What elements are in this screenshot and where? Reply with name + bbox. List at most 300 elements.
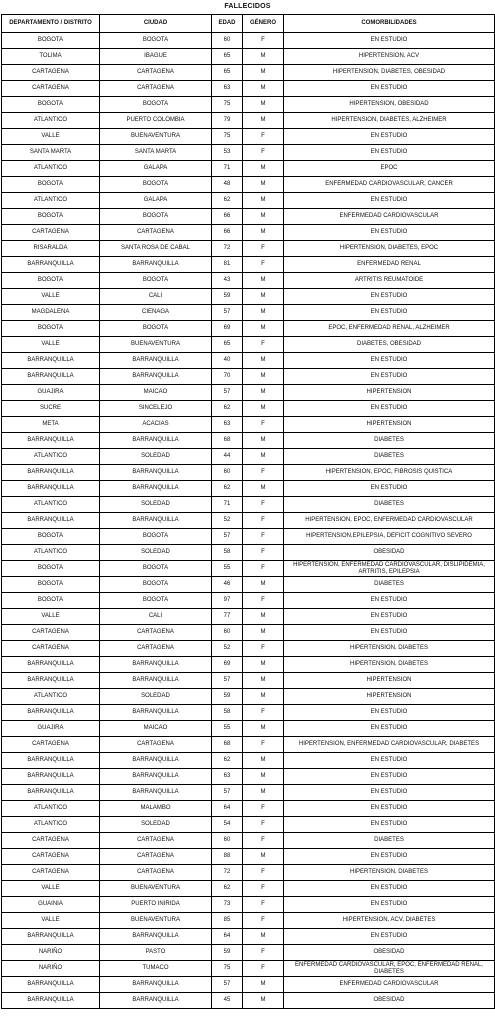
gender-cell: M xyxy=(243,625,284,641)
department-cell: VALLE xyxy=(2,913,100,929)
table-row xyxy=(2,161,495,177)
department-cell: CARTAGENA xyxy=(2,849,100,865)
age-cell: 54 xyxy=(212,817,243,833)
age-cell: 72 xyxy=(212,865,243,881)
city-cell: BARRANQUILLA xyxy=(100,465,212,481)
age-cell: 48 xyxy=(212,177,243,193)
gender-cell: M xyxy=(243,225,284,241)
comorbidities-cell: EPOC, ENFERMEDAD RENAL, ALZHEIMER xyxy=(284,321,495,337)
comorbidities-cell: EN ESTUDIO xyxy=(284,625,495,641)
table-row xyxy=(2,353,495,369)
city-cell: TUMACO xyxy=(100,961,212,977)
department-cell: ATLANTICO xyxy=(2,497,100,513)
table-row xyxy=(2,497,495,513)
gender-cell: F xyxy=(243,705,284,721)
city-cell: SOLEDAD xyxy=(100,497,212,513)
table-row xyxy=(2,529,495,545)
gender-cell: F xyxy=(243,817,284,833)
age-cell: 60 xyxy=(212,33,243,49)
comorbidities-cell: EPOC xyxy=(284,161,495,177)
department-cell: BOGOTA xyxy=(2,209,100,225)
gender-cell: M xyxy=(243,289,284,305)
gender-cell: M xyxy=(243,689,284,705)
comorbidities-cell: EN ESTUDIO xyxy=(284,305,495,321)
age-cell: 73 xyxy=(212,897,243,913)
department-cell: RISARALDA xyxy=(2,241,100,257)
comorbidities-cell: ENFERMEDAD CARDIOVASCULAR, CANCER xyxy=(284,177,495,193)
city-cell: CALI xyxy=(100,609,212,625)
table-row xyxy=(2,433,495,449)
table-row xyxy=(2,561,495,577)
gender-cell: F xyxy=(243,241,284,257)
age-cell: 81 xyxy=(212,257,243,273)
city-cell: CIENAGA xyxy=(100,305,212,321)
gender-cell: M xyxy=(243,609,284,625)
gender-cell: F xyxy=(243,129,284,145)
department-cell: BARRANQUILLA xyxy=(2,769,100,785)
city-cell: BOGOTA xyxy=(100,33,212,49)
department-cell: BOGOTA xyxy=(2,97,100,113)
comorbidities-cell: HIPERTENSION, OBESIDAD xyxy=(284,97,495,113)
department-cell: ATLANTICO xyxy=(2,193,100,209)
city-cell: MAICAO xyxy=(100,385,212,401)
table-row xyxy=(2,337,495,353)
department-cell: TOLIMA xyxy=(2,49,100,65)
comorbidities-cell: EN ESTUDIO xyxy=(284,817,495,833)
city-cell: BARRANQUILLA xyxy=(100,657,212,673)
gender-cell: M xyxy=(243,401,284,417)
age-cell: 62 xyxy=(212,401,243,417)
age-cell: 62 xyxy=(212,193,243,209)
department-cell: BOGOTA xyxy=(2,577,100,593)
department-cell: ATLANTICO xyxy=(2,161,100,177)
city-cell: BARRANQUILLA xyxy=(100,433,212,449)
header-city: CIUDAD xyxy=(100,15,212,33)
age-cell: 58 xyxy=(212,705,243,721)
comorbidities-cell: EN ESTUDIO xyxy=(284,33,495,49)
table-row xyxy=(2,625,495,641)
comorbidities-cell: DIABETES, OBESIDAD xyxy=(284,337,495,353)
comorbidities-cell: ENFERMEDAD RENAL xyxy=(284,257,495,273)
age-cell: 68 xyxy=(212,737,243,753)
gender-cell: M xyxy=(243,273,284,289)
department-cell: CARTAGENA xyxy=(2,625,100,641)
table-row xyxy=(2,753,495,769)
department-cell: CARTAGENA xyxy=(2,65,100,81)
table-row xyxy=(2,705,495,721)
gender-cell: F xyxy=(243,561,284,577)
table-row xyxy=(2,449,495,465)
city-cell: BARRANQUILLA xyxy=(100,977,212,993)
city-cell: BARRANQUILLA xyxy=(100,369,212,385)
city-cell: CARTAGENA xyxy=(100,65,212,81)
table-row xyxy=(2,545,495,561)
table-row xyxy=(2,113,495,129)
table-row xyxy=(2,289,495,305)
gender-cell: M xyxy=(243,481,284,497)
department-cell: CARTAGENA xyxy=(2,225,100,241)
age-cell: 57 xyxy=(212,385,243,401)
gender-cell: F xyxy=(243,513,284,529)
city-cell: BOGOTA xyxy=(100,529,212,545)
gender-cell: M xyxy=(243,721,284,737)
gender-cell: F xyxy=(243,945,284,961)
age-cell: 75 xyxy=(212,97,243,113)
table-row xyxy=(2,721,495,737)
table-row xyxy=(2,305,495,321)
comorbidities-cell: ENFERMEDAD CARDIOVASCULAR xyxy=(284,977,495,993)
age-cell: 57 xyxy=(212,305,243,321)
city-cell: BOGOTA xyxy=(100,561,212,577)
department-cell: VALLE xyxy=(2,289,100,305)
department-cell: CARTAGENA xyxy=(2,865,100,881)
age-cell: 43 xyxy=(212,273,243,289)
comorbidities-cell: EN ESTUDIO xyxy=(284,785,495,801)
city-cell: BARRANQUILLA xyxy=(100,993,212,1009)
age-cell: 45 xyxy=(212,993,243,1009)
comorbidities-cell: EN ESTUDIO xyxy=(284,769,495,785)
comorbidities-cell: DIABETES xyxy=(284,833,495,849)
comorbidities-cell: DIABETES xyxy=(284,449,495,465)
comorbidities-cell: HIPERTENSION xyxy=(284,673,495,689)
city-cell: BARRANQUILLA xyxy=(100,785,212,801)
table-row xyxy=(2,257,495,273)
department-cell: MAGDALENA xyxy=(2,305,100,321)
city-cell: BUENAVENTURA xyxy=(100,129,212,145)
gender-cell: M xyxy=(243,305,284,321)
age-cell: 71 xyxy=(212,161,243,177)
department-cell: CARTAGENA xyxy=(2,737,100,753)
table-row xyxy=(2,97,495,113)
age-cell: 52 xyxy=(212,641,243,657)
table-row xyxy=(2,145,495,161)
comorbidities-cell: OBESIDAD xyxy=(284,545,495,561)
city-cell: BOGOTA xyxy=(100,97,212,113)
table-row xyxy=(2,801,495,817)
department-cell: GUAJIRA xyxy=(2,385,100,401)
comorbidities-cell: DIABETES xyxy=(284,577,495,593)
city-cell: SOLEDAD xyxy=(100,545,212,561)
comorbidities-cell: EN ESTUDIO xyxy=(284,369,495,385)
age-cell: 88 xyxy=(212,849,243,865)
age-cell: 70 xyxy=(212,369,243,385)
city-cell: BOGOTA xyxy=(100,593,212,609)
comorbidities-cell: EN ESTUDIO xyxy=(284,705,495,721)
department-cell: ATLANTICO xyxy=(2,113,100,129)
city-cell: SOLEDAD xyxy=(100,817,212,833)
department-cell: VALLE xyxy=(2,129,100,145)
city-cell: IBAGUE xyxy=(100,49,212,65)
city-cell: GALAPA xyxy=(100,161,212,177)
gender-cell: F xyxy=(243,897,284,913)
comorbidities-cell: EN ESTUDIO xyxy=(284,849,495,865)
header-department: DEPARTAMENTO / DISTRITO xyxy=(2,15,100,33)
gender-cell: F xyxy=(243,545,284,561)
department-cell: BARRANQUILLA xyxy=(2,993,100,1009)
comorbidities-cell: EN ESTUDIO xyxy=(284,225,495,241)
table-row xyxy=(2,849,495,865)
department-cell: BARRANQUILLA xyxy=(2,369,100,385)
deceased-table xyxy=(1,14,495,1009)
department-cell: SANTA MARTA xyxy=(2,145,100,161)
department-cell: VALLE xyxy=(2,609,100,625)
age-cell: 77 xyxy=(212,609,243,625)
city-cell: CARTAGENA xyxy=(100,625,212,641)
city-cell: BOGOTA xyxy=(100,321,212,337)
gender-cell: M xyxy=(243,193,284,209)
table-row xyxy=(2,321,495,337)
comorbidities-cell: HIPERTENSION, ENFERMEDAD CARDIOVASCULAR, DIABETES xyxy=(284,737,495,753)
table-row xyxy=(2,977,495,993)
gender-cell: M xyxy=(243,209,284,225)
city-cell: BUENAVENTURA xyxy=(100,337,212,353)
city-cell: CARTAGENA xyxy=(100,737,212,753)
age-cell: 65 xyxy=(212,49,243,65)
table-row xyxy=(2,369,495,385)
comorbidities-cell: HIPERTENSION, EPOC, ENFERMEDAD CARDIOVASCULAR xyxy=(284,513,495,529)
comorbidities-cell: ARTRITIS REUMATOIDE xyxy=(284,273,495,289)
comorbidities-cell: HIPERTENSION xyxy=(284,385,495,401)
gender-cell: F xyxy=(243,913,284,929)
comorbidities-cell: HIPERTENSION, ACV xyxy=(284,49,495,65)
age-cell: 58 xyxy=(212,545,243,561)
table-row xyxy=(2,897,495,913)
table-row xyxy=(2,385,495,401)
department-cell: SUCRE xyxy=(2,401,100,417)
comorbidities-cell: EN ESTUDIO xyxy=(284,753,495,769)
age-cell: 63 xyxy=(212,769,243,785)
table-row xyxy=(2,641,495,657)
comorbidities-cell: HIPERTENSION, DIABETES xyxy=(284,657,495,673)
city-cell: CARTAGENA xyxy=(100,81,212,97)
city-cell: BARRANQUILLA xyxy=(100,705,212,721)
gender-cell: M xyxy=(243,97,284,113)
gender-cell: F xyxy=(243,257,284,273)
age-cell: 64 xyxy=(212,801,243,817)
table-row xyxy=(2,417,495,433)
gender-cell: M xyxy=(243,993,284,1009)
table-row xyxy=(2,961,495,977)
gender-cell: F xyxy=(243,801,284,817)
gender-cell: M xyxy=(243,433,284,449)
gender-cell: M xyxy=(243,49,284,65)
gender-cell: M xyxy=(243,673,284,689)
gender-cell: F xyxy=(243,33,284,49)
comorbidities-cell: HIPERTENSION, DIABETES, OBESIDAD xyxy=(284,65,495,81)
city-cell: PUERTO INIRIDA xyxy=(100,897,212,913)
gender-cell: F xyxy=(243,497,284,513)
gender-cell: M xyxy=(243,321,284,337)
gender-cell: M xyxy=(243,577,284,593)
city-cell: BARRANQUILLA xyxy=(100,673,212,689)
city-cell: ACACIAS xyxy=(100,417,212,433)
department-cell: BOGOTA xyxy=(2,273,100,289)
department-cell: BOGOTA xyxy=(2,321,100,337)
age-cell: 69 xyxy=(212,657,243,673)
department-cell: ATLANTICO xyxy=(2,545,100,561)
age-cell: 62 xyxy=(212,753,243,769)
header-comorbidities: COMORBILIDADES xyxy=(284,15,495,33)
gender-cell: M xyxy=(243,449,284,465)
gender-cell: M xyxy=(243,769,284,785)
gender-cell: F xyxy=(243,145,284,161)
age-cell: 57 xyxy=(212,529,243,545)
comorbidities-cell: EN ESTUDIO xyxy=(284,897,495,913)
table-row xyxy=(2,513,495,529)
department-cell: BARRANQUILLA xyxy=(2,433,100,449)
table-row xyxy=(2,657,495,673)
age-cell: 66 xyxy=(212,225,243,241)
comorbidities-cell: EN ESTUDIO xyxy=(284,881,495,897)
city-cell: PASTO xyxy=(100,945,212,961)
table-row xyxy=(2,49,495,65)
table-row xyxy=(2,241,495,257)
comorbidities-cell: EN ESTUDIO xyxy=(284,481,495,497)
department-cell: META xyxy=(2,417,100,433)
department-cell: CARTAGENA xyxy=(2,833,100,849)
age-cell: 65 xyxy=(212,337,243,353)
age-cell: 85 xyxy=(212,913,243,929)
gender-cell: M xyxy=(243,929,284,945)
age-cell: 64 xyxy=(212,929,243,945)
department-cell: BARRANQUILLA xyxy=(2,353,100,369)
comorbidities-cell: EN ESTUDIO xyxy=(284,609,495,625)
city-cell: BUENAVENTURA xyxy=(100,913,212,929)
city-cell: BOGOTA xyxy=(100,577,212,593)
comorbidities-cell: HIPERTENSION, ENFERMEDAD CARDIOVASCULAR, DISLIPIDEMIA, ARTRITIS, EPILEPSIA xyxy=(284,561,495,577)
gender-cell: M xyxy=(243,753,284,769)
age-cell: 72 xyxy=(212,241,243,257)
age-cell: 59 xyxy=(212,689,243,705)
comorbidities-cell: EN ESTUDIO xyxy=(284,401,495,417)
department-cell: BARRANQUILLA xyxy=(2,513,100,529)
gender-cell: F xyxy=(243,737,284,753)
table-row xyxy=(2,209,495,225)
department-cell: ATLANTICO xyxy=(2,689,100,705)
city-cell: SINCELEJO xyxy=(100,401,212,417)
department-cell: BOGOTA xyxy=(2,33,100,49)
gender-cell: F xyxy=(243,641,284,657)
city-cell: SANTA ROSA DE CABAL xyxy=(100,241,212,257)
age-cell: 60 xyxy=(212,465,243,481)
comorbidities-cell: EN ESTUDIO xyxy=(284,289,495,305)
city-cell: CARTAGENA xyxy=(100,225,212,241)
table-row xyxy=(2,193,495,209)
table-row xyxy=(2,881,495,897)
table-row xyxy=(2,769,495,785)
gender-cell: M xyxy=(243,65,284,81)
department-cell: NARIÑO xyxy=(2,945,100,961)
gender-cell: F xyxy=(243,593,284,609)
city-cell: BARRANQUILLA xyxy=(100,769,212,785)
table-row xyxy=(2,465,495,481)
gender-cell: F xyxy=(243,865,284,881)
table-row xyxy=(2,865,495,881)
comorbidities-cell: EN ESTUDIO xyxy=(284,145,495,161)
age-cell: 63 xyxy=(212,417,243,433)
table-row xyxy=(2,817,495,833)
department-cell: BOGOTA xyxy=(2,593,100,609)
city-cell: CARTAGENA xyxy=(100,849,212,865)
comorbidities-cell: HIPERTENSION, DIABETES xyxy=(284,641,495,657)
city-cell: BARRANQUILLA xyxy=(100,481,212,497)
department-cell: GUAINIA xyxy=(2,897,100,913)
comorbidities-cell: EN ESTUDIO xyxy=(284,353,495,369)
department-cell: BARRANQUILLA xyxy=(2,657,100,673)
table-row xyxy=(2,129,495,145)
department-cell: BOGOTA xyxy=(2,561,100,577)
table-row xyxy=(2,401,495,417)
gender-cell: M xyxy=(243,369,284,385)
comorbidities-cell: HIPERTENSION xyxy=(284,417,495,433)
city-cell: CALI xyxy=(100,289,212,305)
table-row xyxy=(2,481,495,497)
department-cell: BOGOTA xyxy=(2,177,100,193)
table-row xyxy=(2,785,495,801)
city-cell: BOGOTA xyxy=(100,273,212,289)
gender-cell: M xyxy=(243,977,284,993)
comorbidities-cell: ENFERMEDAD CARDIOVASCULAR xyxy=(284,209,495,225)
department-cell: BARRANQUILLA xyxy=(2,705,100,721)
age-cell: 57 xyxy=(212,977,243,993)
table-row xyxy=(2,993,495,1009)
department-cell: BARRANQUILLA xyxy=(2,753,100,769)
age-cell: 69 xyxy=(212,321,243,337)
age-cell: 44 xyxy=(212,449,243,465)
department-cell: BARRANQUILLA xyxy=(2,673,100,689)
department-cell: BARRANQUILLA xyxy=(2,257,100,273)
city-cell: SOLEDAD xyxy=(100,689,212,705)
age-cell: 59 xyxy=(212,289,243,305)
age-cell: 65 xyxy=(212,65,243,81)
age-cell: 75 xyxy=(212,961,243,977)
gender-cell: F xyxy=(243,833,284,849)
table-row xyxy=(2,945,495,961)
city-cell: CARTAGENA xyxy=(100,833,212,849)
city-cell: MALAMBO xyxy=(100,801,212,817)
age-cell: 62 xyxy=(212,481,243,497)
department-cell: BARRANQUILLA xyxy=(2,481,100,497)
table-row xyxy=(2,225,495,241)
gender-cell: M xyxy=(243,657,284,673)
city-cell: GALAPA xyxy=(100,193,212,209)
table-row xyxy=(2,737,495,753)
table-row xyxy=(2,33,495,49)
comorbidities-cell: OBESIDAD xyxy=(284,993,495,1009)
city-cell: CARTAGENA xyxy=(100,641,212,657)
sheet-title: FALLECIDOS xyxy=(224,3,271,10)
age-cell: 40 xyxy=(212,353,243,369)
comorbidities-cell: ENFERMEDAD CARDIOVASCULAR, EPOC, ENFERMEDAD RENAL, DIABETES xyxy=(284,961,495,977)
age-cell: 75 xyxy=(212,129,243,145)
department-cell: BARRANQUILLA xyxy=(2,785,100,801)
table-body xyxy=(2,33,495,1009)
age-cell: 52 xyxy=(212,513,243,529)
table-row xyxy=(2,577,495,593)
header-row xyxy=(2,15,495,33)
age-cell: 57 xyxy=(212,673,243,689)
department-cell: NARIÑO xyxy=(2,961,100,977)
gender-cell: F xyxy=(243,961,284,977)
table-row xyxy=(2,673,495,689)
department-cell: ATLANTICO xyxy=(2,817,100,833)
department-cell: ATLANTICO xyxy=(2,801,100,817)
gender-cell: M xyxy=(243,113,284,129)
gender-cell: F xyxy=(243,881,284,897)
department-cell: BARRANQUILLA xyxy=(2,465,100,481)
gender-cell: M xyxy=(243,849,284,865)
comorbidities-cell: HIPERTENSION,EPILEPSIA, DEFICIT COGNITIVO SEVERO xyxy=(284,529,495,545)
